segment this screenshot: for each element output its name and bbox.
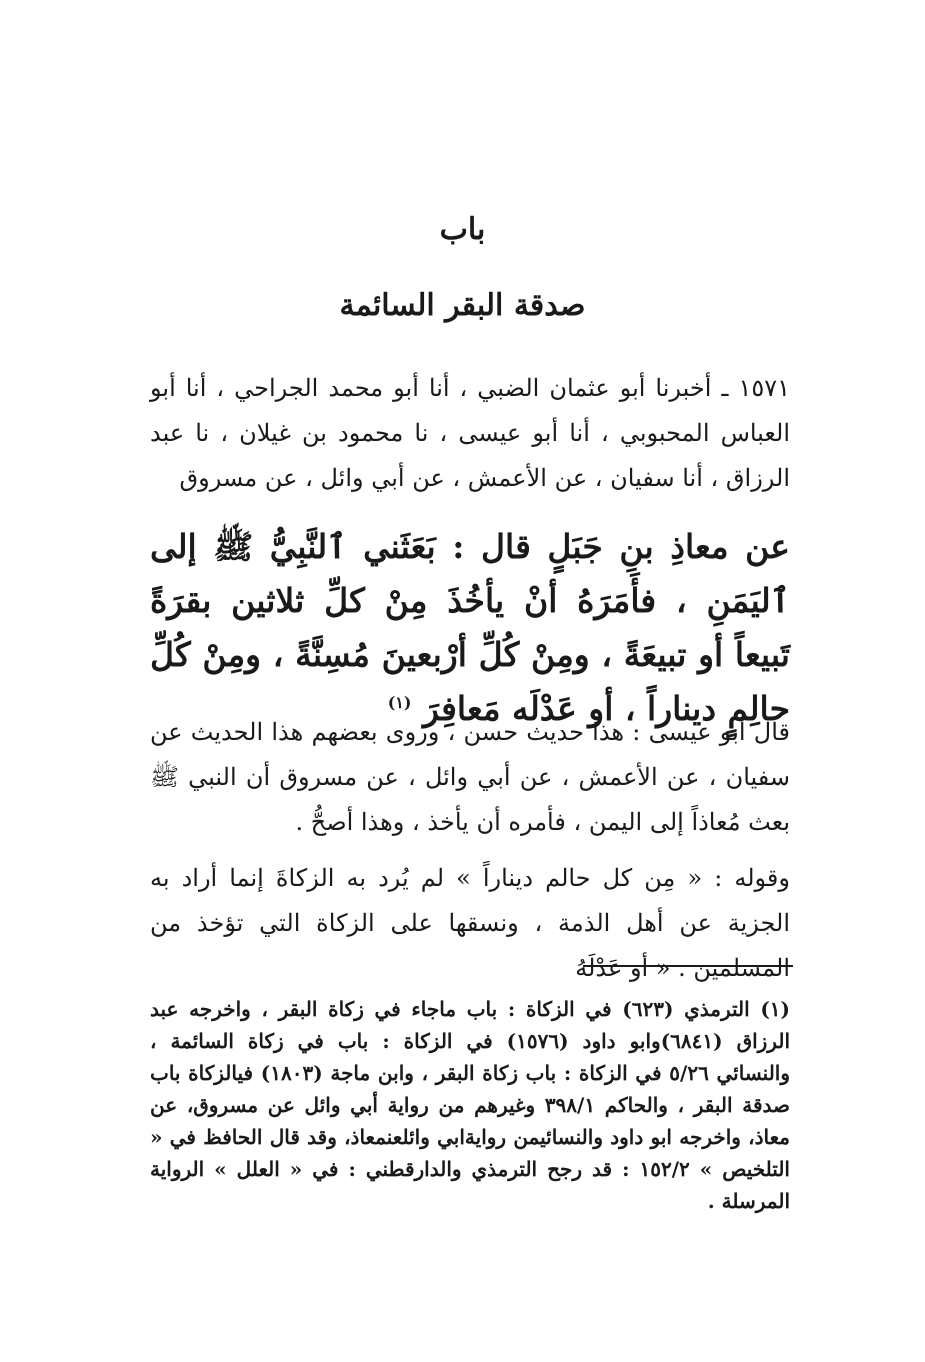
footnote-text: (١) الترمذي (٦٢٣) في الزكاة : باب ماجاء في زكاة البقر ، واخرجه عبد الرزاق (٦٨٤١)وابو داود (١٥٧٦) في الزكاة : باب في زكاة السائمة ، والنسائي ٥/٢٦ في الزكاة : باب زكاة البقر ، وابن ماجة (١٨٠٣) فيالزكاة باب صدقة البقر ، والحاكم ٣٩٨/١ وغيرهم من رواية أبي وائل عن مسروق، عن معاذ، واخرجه ابو داود والنسائيمن روايةابي وائلعنمعاذ، وقد قال الحافظ في « التلخيص » ١٥٢/٢ : قد رجح الترمذي والدارقطني : في « العلل » الرواية المرسلة . [150, 997, 791, 1213]
hadith-chain-of-narration: ١٥٧١ ـ أخبرنا أبو عثمان الضبي ، أنا أبو محمد الجراحي ، أنا أبو العباس المحبوبي ، أنا أبو عيسى ، نا محمود بن غيلان ، نا عبد الرزاق ، أنا سفيان ، عن الأعمش ، عن أبي وائل ، عن مسروق [150, 374, 790, 492]
commentary-paragraph: قال أبو عيسى : هذا حديث حسن ، وروى بعضهم هذا الحديث عن سفيان ، عن الأعمش ، عن أبي وائل ، عن مسروق أن النبي ﷺ بعث مُعاذاً إلى اليمن ، فأمره أن يأخذ ، وهذا أصحُّ . [150, 718, 790, 836]
hadith-text [150, 520, 790, 736]
section-title: صدقة البقر السائمة [339, 288, 586, 323]
commentary-paragraph-2: وقوله : « مِن كل حالم ديناراً » لم يُرد به الزكاةَ إنما أراد به الجزية عن أهل الذمة ، ونسقها على الزكاة التي تؤخذ من المسلمين . « أو عَدْلَهُ [150, 864, 790, 982]
hadith-body: عن معاذِ بنِ جَبَلٍ قال : بَعَثَني ٱلنَّبِيُّ ﷺ إلى ٱليَمَنِ ، فأَمَرَهُ أنْ يأخُذَ مِنْ كلِّ ثلاثين بقرَةً تَبيعاً أو تبيعَةً ، ومِنْ كُلِّ أرْبعينَ مُسِنَّةً ، ومِنْ كُلِّ حالِمٍ ديناراً ، أو عَدْلَه مَعافِرَ [150, 527, 790, 728]
footnote-marker: (١) [387, 693, 412, 712]
chapter-heading: باب [439, 212, 486, 247]
footnote-divider [583, 965, 793, 967]
